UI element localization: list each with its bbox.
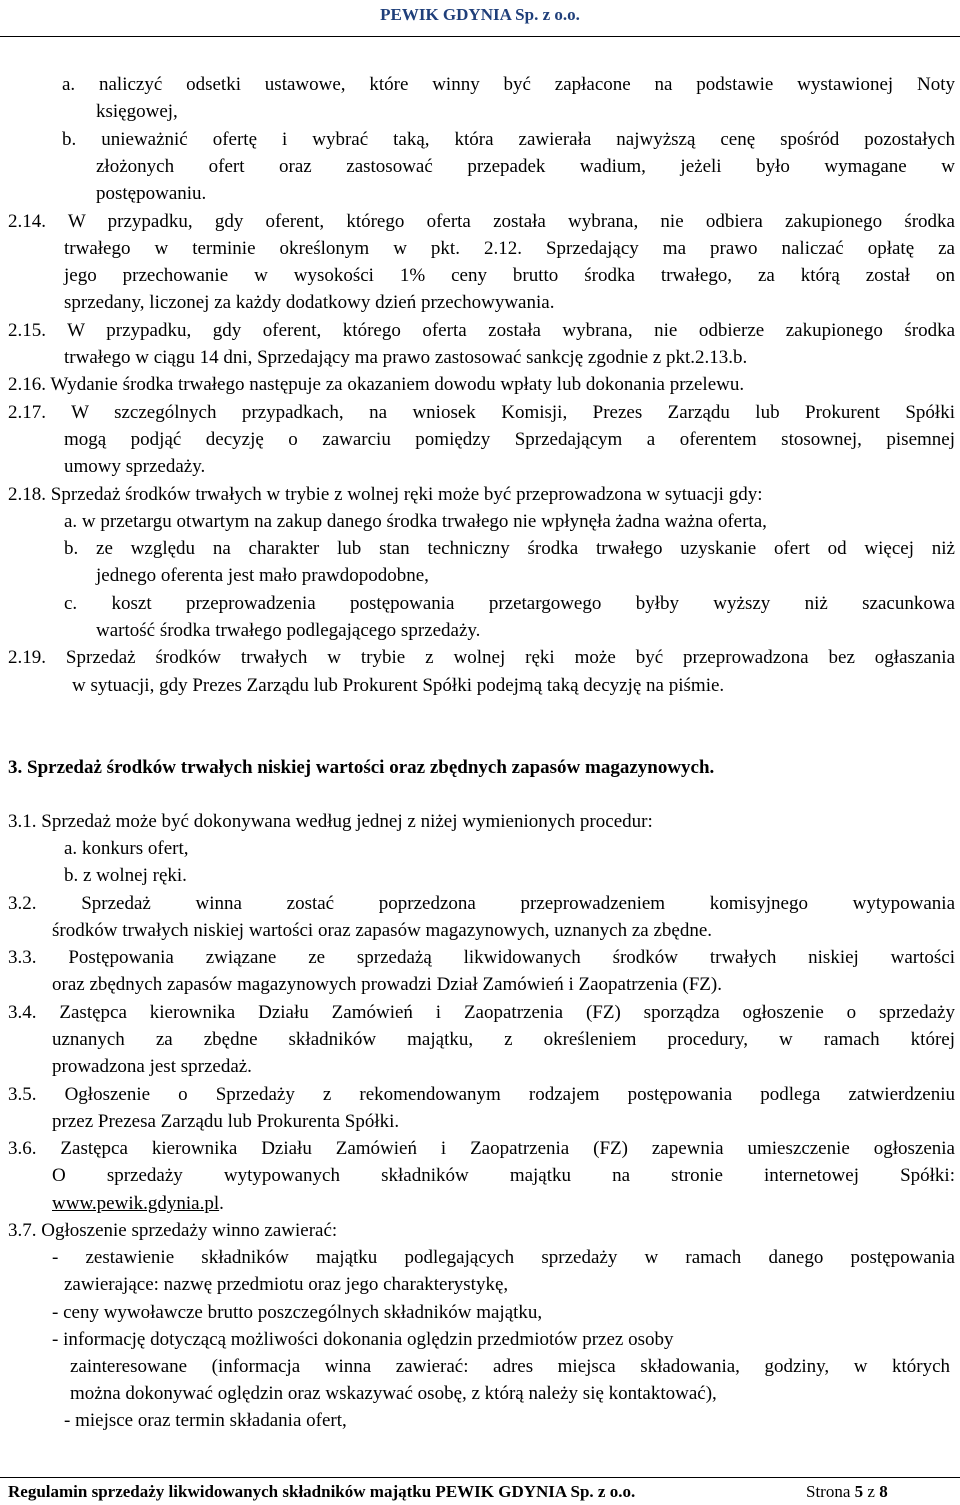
text-line: b. unieważnić ofertę i wybrać taką, która zawierała najwyższą cenę spośród pozostałych	[62, 129, 955, 150]
link-trailing-period: .	[219, 1193, 224, 1214]
text-line: trwałego w terminie określonym w pkt. 2.12. Sprzedający ma prawo naliczać opłatę za	[64, 238, 955, 259]
text-line: środków trwałych niskiej wartości oraz zapasów magazynowych, uznanych za zbędne.	[52, 920, 712, 941]
text-line: 2.14. W przypadku, gdy oferent, którego oferta została wybrana, nie odbiera zakupionego środka	[8, 211, 955, 232]
text-line: O sprzedaży wytypowanych składników majątku na stronie internetowej Spółki:	[52, 1165, 955, 1186]
text-line	[52, 1194, 224, 1213]
text-line: 3.4. Zastępca kierownika Działu Zamówień i Zaopatrzenia (FZ) sporządza ogłoszenie o sprzedaży	[8, 1002, 955, 1023]
text-line: - informację dotyczącą możliwości dokonania oględzin przedmiotów przez osoby	[52, 1329, 674, 1350]
text-line: zawierające: nazwę przedmiotu oraz jego charakterystykę,	[64, 1274, 509, 1295]
text-line: 3.6. Zastępca kierownika Działu Zamówień i Zaopatrzenia (FZ) zapewnia umieszczenie ogłoszenia	[8, 1138, 955, 1159]
page-current: 5	[854, 1482, 864, 1501]
text-line: trwałego w ciągu 14 dni, Sprzedający ma prawo zastosować sankcję zgodnie z pkt.2.13.b.	[64, 347, 748, 368]
text-line: 2.15. W przypadku, gdy oferent, którego oferta została wybrana, nie odbierze zakupionego środka	[8, 320, 955, 341]
text-line: 3.5. Ogłoszenie o Sprzedaży z rekomendowanym rodzajem postępowania podlega zatwierdzeniu	[8, 1084, 955, 1105]
text-line: można dokonywać oględzin oraz wskazywać osobę, z którą należy się kontaktować),	[70, 1383, 717, 1404]
page-prefix: Strona	[806, 1482, 855, 1501]
text-line: przez Prezesa Zarządu lub Prokurenta Spółki.	[52, 1111, 400, 1132]
text-line: 2.19. Sprzedaż środków trwałych w trybie z wolnej ręki może być przeprowadzona bez ogłaszania	[8, 647, 955, 668]
text-line: a. naliczyć odsetki ustawowe, które winny być zapłacone na podstawie wystawionej Noty	[62, 74, 955, 95]
text-line: b. ze względu na charakter lub stan techniczny środka trwałego uzyskanie ofert od więcej niż	[64, 538, 955, 559]
header-divider	[0, 36, 960, 37]
text-line: postępowaniu.	[96, 183, 207, 204]
page-separator: z	[863, 1482, 880, 1501]
page-number	[806, 1482, 888, 1502]
text-line: b. z wolnej ręki.	[64, 865, 187, 886]
text-line: a. konkurs ofert,	[64, 838, 189, 859]
section-heading: 3. Sprzedaż środków trwałych niskiej wartości oraz zbędnych zapasów magazynowych.	[8, 757, 715, 778]
text-line: 2.17. W szczególnych przypadkach, na wniosek Komisji, Prezes Zarządu lub Prokurent Spółki	[8, 402, 955, 423]
footer-title: Regulamin sprzedaży likwidowanych składników majątku PEWIK GDYNIA Sp. z o.o.	[8, 1482, 636, 1501]
text-line: uznanych za zbędne składników majątku, z określeniem procedury, w ramach której	[52, 1029, 955, 1050]
text-line: księgowej,	[96, 101, 178, 122]
text-line: w sytuacji, gdy Prezes Zarządu lub Prokurent Spółki podejmą taką decyzję na piśmie.	[72, 675, 725, 696]
page-header: PEWIK GDYNIA Sp. z o.o.	[380, 5, 580, 24]
text-line: mogą podjąć decyzję o zawarciu pomiędzy Sprzedającym a oferentem stosownej, pisemnej	[64, 429, 955, 450]
text-line: - ceny wywoławcze brutto poszczególnych składników majątku,	[52, 1302, 543, 1323]
text-line: sprzedany, liczonej za każdy dodatkowy dzień przechowywania.	[64, 292, 555, 313]
text-line: 2.16. Wydanie środka trwałego następuje za okazaniem dowodu wpłaty lub dokonania przelewu.	[8, 374, 745, 395]
text-line: 3.7. Ogłoszenie sprzedaży winno zawierać:	[8, 1220, 338, 1241]
text-line: jednego oferenta jest mało prawdopodobne,	[96, 565, 429, 586]
footer-divider	[0, 1477, 960, 1478]
text-line: jego przechowanie w wysokości 1% ceny brutto środka trwałego, za którą został on	[64, 265, 955, 286]
text-line: 3.3. Postępowania związane ze sprzedażą likwidowanych środków trwałych niskiej wartości	[8, 947, 955, 968]
text-line: oraz zbędnych zapasów magazynowych prowadzi Dział Zamówień i Zaopatrzenia (FZ).	[52, 974, 722, 995]
text-line: złożonych ofert oraz zastosować przepadek wadium, jeżeli było wymagane w	[96, 156, 955, 177]
text-line: zainteresowane (informacja winna zawierać: adres miejsca składowania, godziny, w których	[70, 1356, 950, 1377]
text-line: umowy sprzedaży.	[64, 456, 206, 477]
text-line: 2.18. Sprzedaż środków trwałych w trybie z wolnej ręki może być przeprowadzona w sytuacji gdy:	[8, 484, 763, 505]
text-line: 3.2. Sprzedaż winna zostać poprzedzona przeprowadzeniem komisyjnego wytypowania	[8, 893, 955, 914]
text-line: wartość środka trwałego podlegającego sprzedaży.	[96, 620, 481, 641]
website-link[interactable]: www.pewik.gdynia.pl	[52, 1193, 220, 1214]
text-line: a. w przetargu otwartym na zakup danego środka trwałego nie wpłynęła żadna ważna oferta,	[64, 511, 767, 532]
text-line: 3.1. Sprzedaż może być dokonywana według jednej z niżej wymienionych procedur:	[8, 811, 653, 832]
text-line: - miejsce oraz termin składania ofert,	[64, 1410, 347, 1431]
text-line: - zestawienie składników majątku podlegających sprzedaży w ramach danego postępowania	[52, 1247, 955, 1268]
text-line: prowadzona jest sprzedaż.	[52, 1056, 252, 1077]
page-total: 8	[879, 1482, 888, 1501]
text-line: c. koszt przeprowadzenia postępowania przetargowego byłby wyższy niż szacunkowa	[64, 593, 955, 614]
